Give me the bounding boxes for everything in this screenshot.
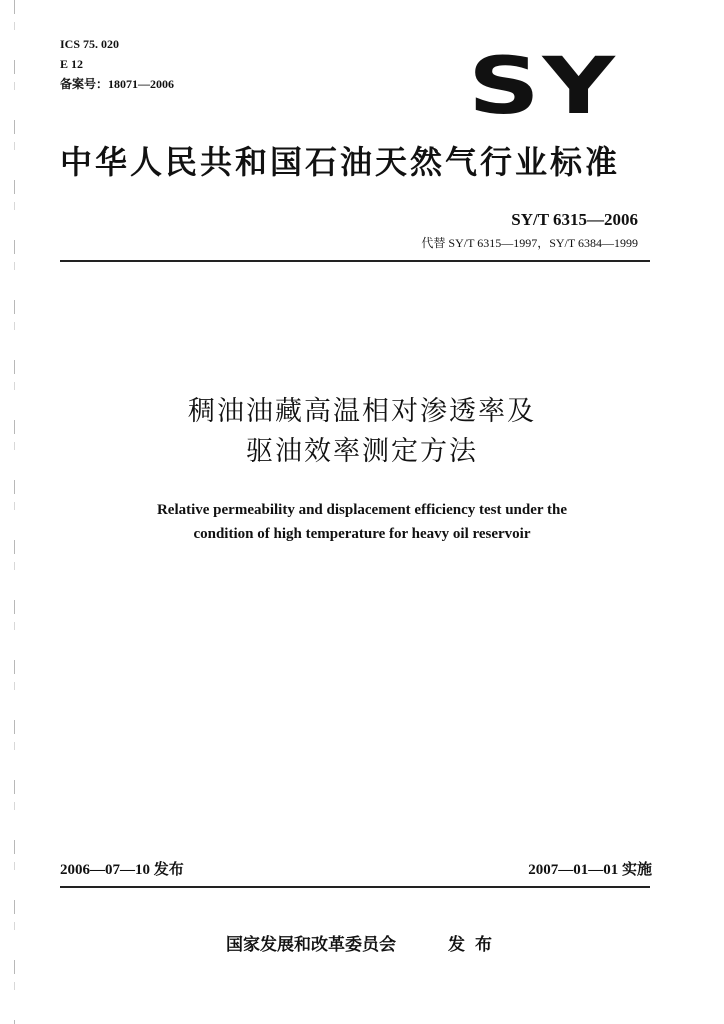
record-number: 备案号：18071—2006 xyxy=(60,77,175,91)
title-english xyxy=(0,498,724,546)
implementation-date: 2007—01—01 实施 xyxy=(528,862,652,878)
top-divider xyxy=(60,260,650,262)
issuer-action: 发布 xyxy=(448,935,502,955)
bottom-divider xyxy=(60,886,650,888)
organization-title: 中华人民共和国石油天然气行业标准 xyxy=(60,143,621,181)
title-english-line-2: condition of high temperature for heavy oil reservoir xyxy=(193,526,531,542)
standard-number: SY/T 6315—2006 xyxy=(511,210,638,229)
title-chinese-line-1: 稠油油藏高温相对渗透率及 xyxy=(188,396,536,427)
replaces-note: 代替 SY/T 6315—1997，SY/T 6384—1999 xyxy=(421,236,638,250)
issue-date: 2006—07—10 发布 xyxy=(60,862,184,878)
title-english-line-1: Relative permeability and displacement efficiency test under the xyxy=(156,502,568,518)
classification-block xyxy=(60,34,174,94)
ics-code: ICS 75. 020 xyxy=(60,37,120,51)
classification-code: E 12 xyxy=(60,57,84,71)
sy-logo: SY xyxy=(468,42,618,132)
issuer-name: 国家发展和改革委员会 xyxy=(226,935,396,955)
title-chinese xyxy=(0,392,724,472)
title-chinese-line-2: 驱油效率测定方法 xyxy=(246,436,478,467)
